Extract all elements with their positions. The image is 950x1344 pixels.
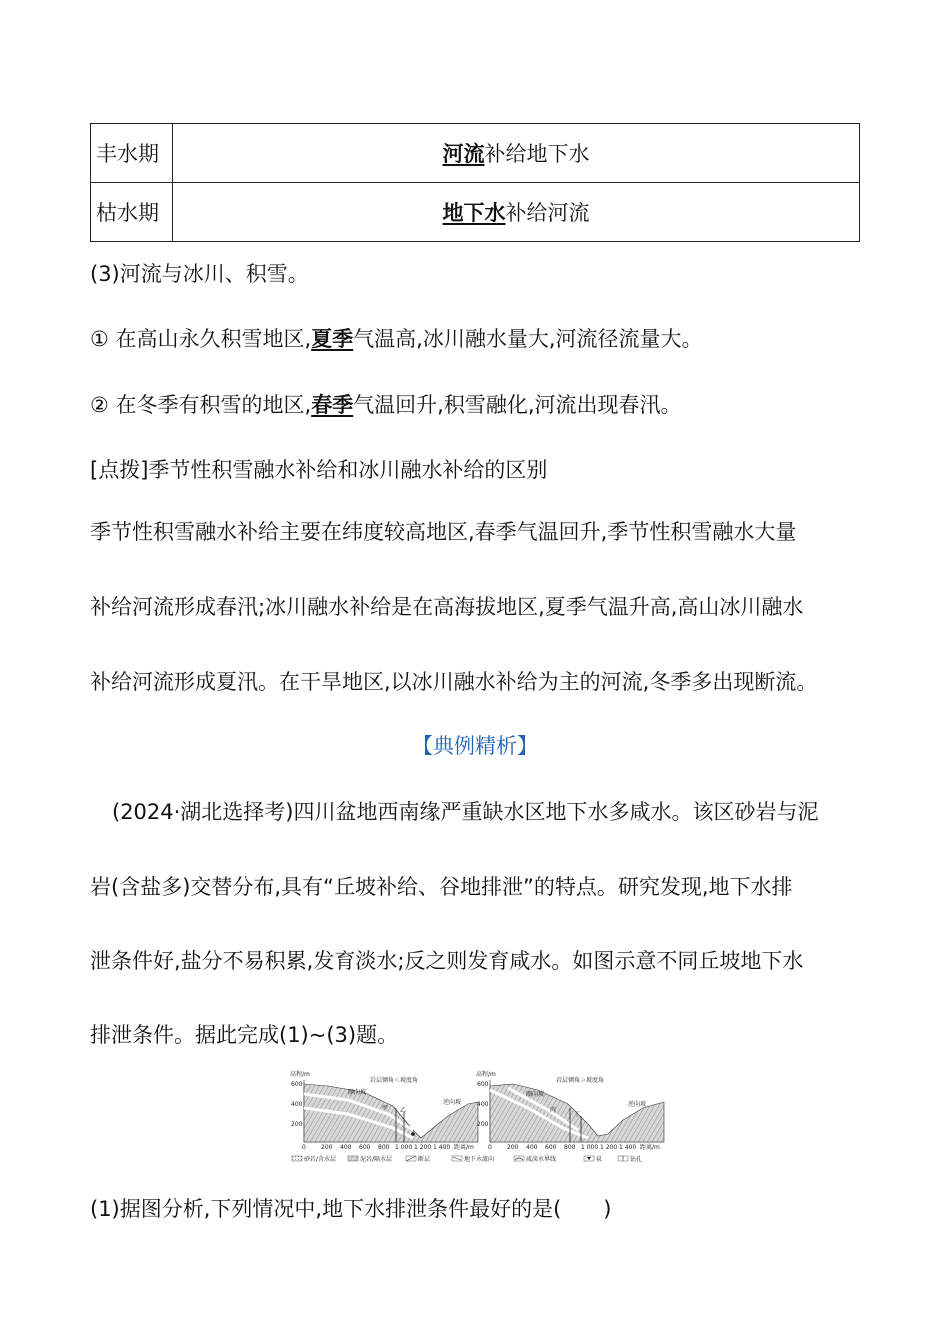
x-tick: 600 [359,1144,371,1151]
legend-item: 泥岩/隔水层 [360,1156,393,1163]
slope-label: 逆向坡 [443,1099,462,1106]
x-axis-label: 距离/m [454,1144,474,1151]
table-row [91,124,860,183]
answer-blank [561,1197,603,1221]
relation-cell [173,124,860,183]
x-tick: 400 [526,1144,538,1151]
legend-item: 咸淡水界线 [526,1156,557,1163]
section-3-item-1 [90,323,703,353]
site-mark: 甲 [382,1105,389,1112]
y-tick: 400 [477,1101,489,1108]
figure-legend [292,1155,642,1163]
slope-label: 顺向坡 [526,1091,545,1098]
example-line: 岩(含盐多)交替分布,具有“丘坡补给、谷地排泄”的特点。研究发现,地下水排 [90,875,793,899]
relation-text: 补给地下水 [484,142,590,166]
x-tick: 800 [378,1144,390,1151]
site-mark: 乙 [400,1107,407,1114]
example-line: 泄条件好,盐分不易积累,发育淡水;反之则发育咸水。如图示意不同丘坡地下水 [90,949,804,973]
example-heading: 【典例精析】 [412,734,538,758]
legend-item: 砂岩/含水层 [304,1156,337,1163]
example-line: (2024·湖北选择考)四川盆地西南缘严重缺水区地下水多咸水。该区砂岩与泥 [112,800,819,824]
x-tick: 200 [321,1144,333,1151]
item-text: ② 在冬季有积雪的地区, [90,393,312,417]
y-tick: 400 [291,1101,303,1108]
legend-item: 地下水流向 [464,1156,495,1163]
period-cell: 枯水期 [91,183,173,242]
period-cell: 丰水期 [91,124,173,183]
item-text: ① 在高山永久积雪地区, [90,327,312,351]
x-axis-label: 距离/m [640,1144,660,1151]
groundwater-cross-section-figure [288,1068,668,1166]
slope-label: 顺向坡 [348,1089,367,1096]
x-tick-labels [488,1143,660,1151]
x-tick: 200 [507,1144,519,1151]
y-axis-label: 高程/m [476,1071,496,1078]
x-tick: 1 400 [619,1144,637,1151]
x-tick-labels [302,1143,474,1151]
tip-line: 补给河流形成夏汛。在干旱地区,以冰川融水补给为主的河流,冬季多出现断流。 [90,670,818,694]
x-tick: 1 000 [395,1144,413,1151]
x-tick: 400 [340,1144,352,1151]
y-tick: 600 [477,1081,489,1088]
question-text: (1)据图分析,下列情况中,地下水排泄条件最好的是( [90,1197,562,1221]
x-tick: 1 200 [414,1144,432,1151]
recharge-table [90,123,860,242]
x-tick: 1 400 [433,1144,451,1151]
x-tick: 600 [545,1144,557,1151]
section-3-title: (3)河流与冰川、积雪。 [90,262,309,286]
site-mark: 丁 [574,1111,581,1118]
legend-item: 泉 [596,1156,603,1163]
panel-caption: 岩层倾角＜坡度角 [370,1077,419,1084]
x-tick: 0 [302,1144,306,1151]
x-tick: 1 000 [581,1144,599,1151]
bold-term: 春季 [311,393,354,417]
slope-label: 逆向坡 [628,1101,647,1108]
y-tick: 200 [291,1121,303,1128]
x-tick: 0 [488,1144,492,1151]
x-tick: 800 [564,1144,576,1151]
panel-caption: 岩层倾角＞坡度角 [556,1077,605,1084]
question-close-paren: ) [603,1197,612,1221]
question-1 [90,1193,612,1223]
legend-item: 钻孔 [630,1156,643,1163]
left-cross-section [290,1070,478,1151]
tip-line: 季节性积雪融水补给主要在纬度较高地区,春季气温回升,季节性积雪融水大量 [90,520,797,544]
x-tick: 1 200 [600,1144,618,1151]
relation-cell [173,183,860,242]
bold-term: 地下水 [442,201,506,225]
section-3-item-2 [90,389,682,419]
item-text: 气温高,冰川融水量大,河流径流量大。 [353,327,703,351]
legend-item: 断层 [418,1156,431,1163]
table-row [91,183,860,242]
site-mark: 丙 [550,1107,557,1114]
y-tick: 200 [477,1121,489,1128]
tip-line: 补给河流形成春汛;冰川融水补给是在高海拔地区,夏季气温升高,高山冰川融水 [90,595,804,619]
item-text: 气温回升,积雪融化,河流出现春汛。 [353,393,682,417]
bold-term: 夏季 [311,327,354,351]
y-axis-label: 高程/m [290,1071,310,1078]
relation-text: 补给河流 [505,201,590,225]
right-cross-section [476,1070,664,1151]
bold-term: 河流 [442,142,485,166]
y-tick: 600 [291,1081,303,1088]
tip-title: [点拨]季节性积雪融水补给和冰川融水补给的区别 [90,458,548,482]
example-line: 排泄条件。据此完成(1)~(3)题。 [90,1023,399,1047]
